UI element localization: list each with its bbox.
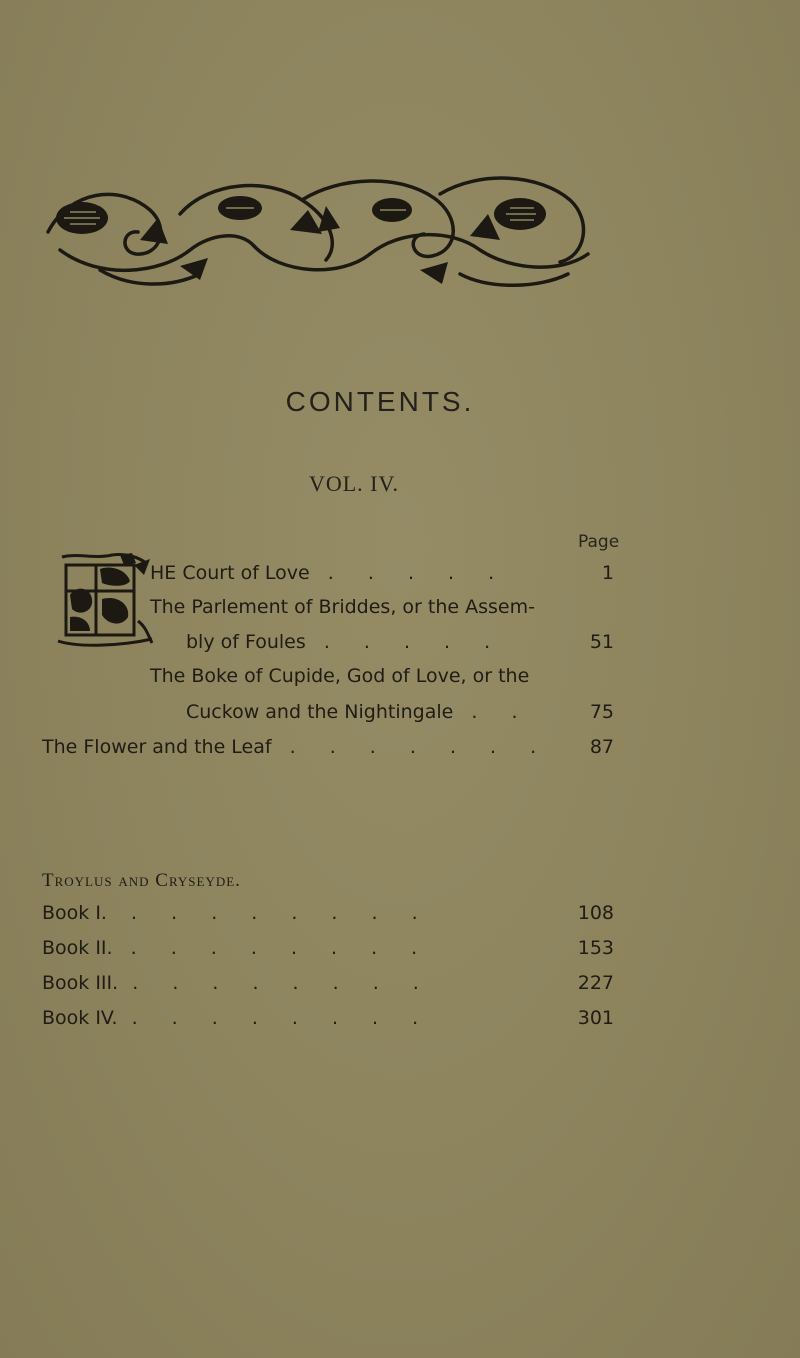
page-number: 75 xyxy=(589,701,614,723)
page-number: 51 xyxy=(589,631,614,653)
toc-entry-boke-of-cupide-line2 xyxy=(186,701,532,723)
toc-entry-parlement-line2 xyxy=(186,631,504,653)
entry-title: Book III. xyxy=(42,972,119,994)
page-number: 108 xyxy=(577,902,614,924)
section-title-troylus: Troylus and Cryseyde. xyxy=(42,870,241,891)
dot-leader: . . . . . xyxy=(323,631,505,653)
entry-title: The Parlement of Briddes, or the Assem- xyxy=(150,596,535,618)
entry-title: Cuckow and the Nightingale xyxy=(186,701,454,723)
toc-entry-parlement-line1 xyxy=(150,596,535,618)
dot-leader: . . . . . . . xyxy=(289,736,551,758)
toc-entry-book-2 xyxy=(42,937,431,959)
entry-title: Book I. xyxy=(42,902,107,924)
dot-leader: . . . . . . . . xyxy=(131,1007,433,1029)
volume-title: VOL. IV. xyxy=(308,471,400,496)
toc-entry-court-of-love xyxy=(150,562,508,584)
dot-leader: . . . . . . . . xyxy=(132,972,433,994)
page-number: 227 xyxy=(577,972,614,994)
page-number: 301 xyxy=(577,1007,614,1029)
entry-title: bly of Foules xyxy=(186,631,306,653)
entry-title: Book IV. xyxy=(42,1007,118,1029)
page-number: 87 xyxy=(589,736,614,758)
entry-title: Book II. xyxy=(42,937,113,959)
dot-leader: . . xyxy=(471,701,532,723)
entry-title: The Boke of Cupide, God of Love, or the xyxy=(150,665,530,687)
floral-scroll-headpiece-icon xyxy=(40,170,596,292)
dot-leader: . . . . . . . . xyxy=(130,937,432,959)
toc-entry-flower-and-leaf xyxy=(42,736,550,758)
page-number: 153 xyxy=(577,937,614,959)
toc-entry-book-4 xyxy=(42,1007,432,1029)
page-column-heading: Page xyxy=(578,532,620,552)
toc-entry-book-1 xyxy=(42,902,432,924)
toc-entry-book-3 xyxy=(42,972,433,994)
entry-title: The Flower and the Leaf xyxy=(42,736,272,758)
toc-entry-boke-of-cupide-line1 xyxy=(150,665,529,687)
dot-leader: . . . . . . . . xyxy=(131,902,432,924)
contents-title: CONTENTS. xyxy=(285,386,475,417)
ornamental-drop-cap-t-icon xyxy=(56,551,154,649)
entry-title: HE Court of Love xyxy=(150,562,310,584)
dot-leader: . . . . . xyxy=(327,562,509,584)
page-number: 1 xyxy=(601,562,614,584)
